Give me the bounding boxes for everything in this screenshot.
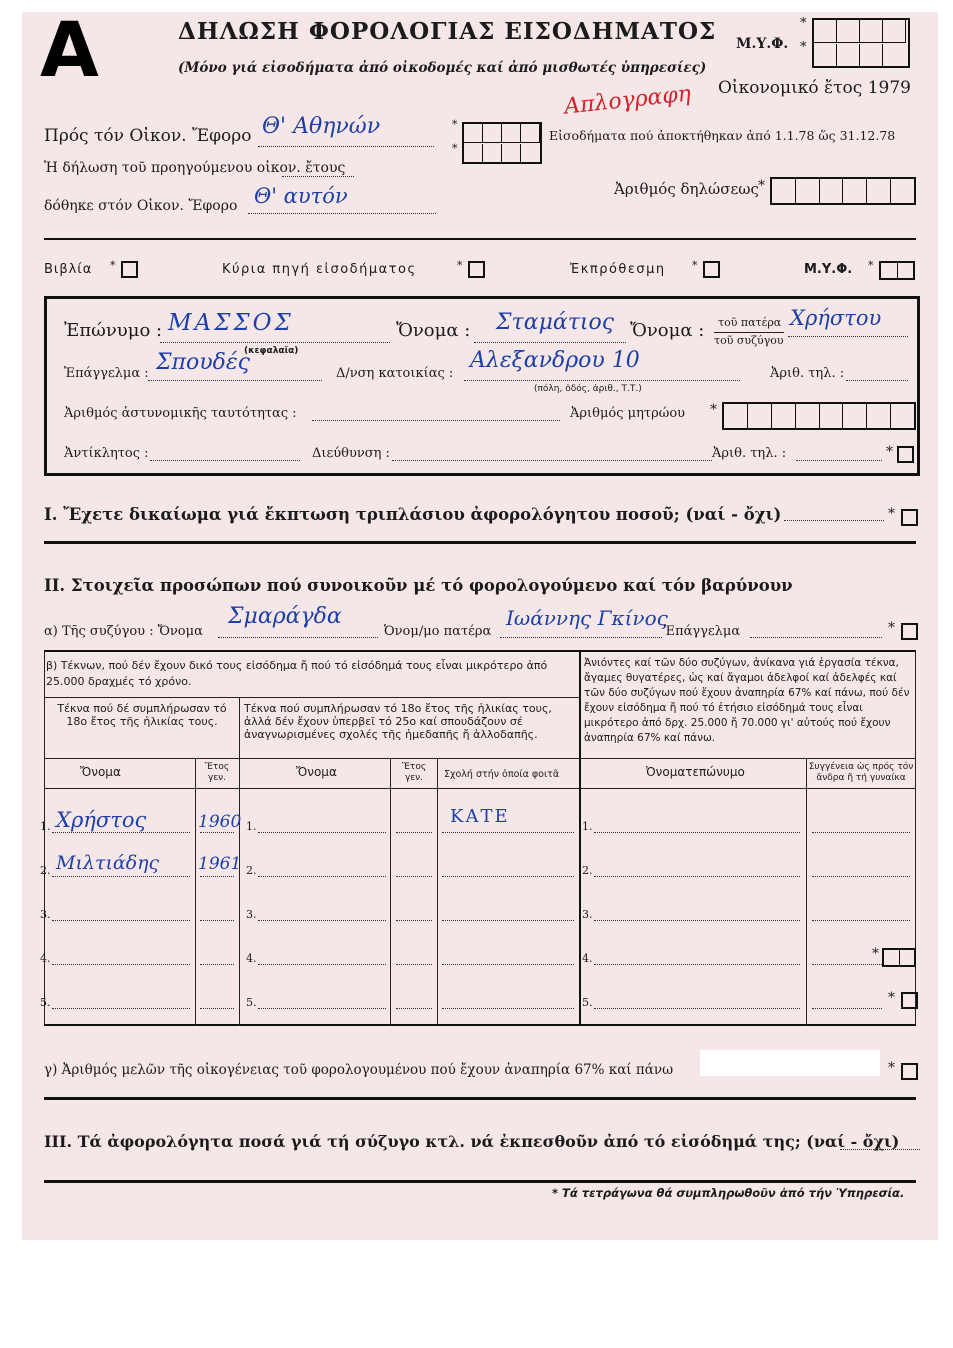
address-label: Δ/νση κατοικίας : bbox=[336, 366, 454, 381]
surname-note: (κεφαλαῖα) bbox=[244, 346, 299, 356]
row-number: 1. bbox=[582, 820, 593, 833]
row-number: 5. bbox=[582, 996, 593, 1009]
row-number: 1. bbox=[40, 820, 51, 833]
fullname-col-header: Ὀνοματεπώνυμο bbox=[646, 765, 745, 779]
child-1-year[interactable]: 1960 bbox=[198, 812, 242, 832]
spouse-name-label: α) Τῆς συζύγου : Ὄνομα bbox=[44, 624, 203, 639]
to-office-label: Πρός τόν Οἰκον. Ἔφορο bbox=[44, 126, 252, 146]
disabled-members-checkbox[interactable] bbox=[901, 1063, 918, 1080]
father-value[interactable]: Χρήστου bbox=[790, 306, 882, 330]
spouse-checkbox[interactable] bbox=[901, 623, 918, 640]
income-period: Εἰσοδήματα πού ἀποκτήθηκαν ἀπό 1.1.78 ὥς 31.12.78 bbox=[549, 128, 896, 143]
copy-stamp: Απλογραφη bbox=[563, 81, 693, 120]
divider bbox=[44, 541, 916, 544]
proxy-phone-label: Ἀριθ. τηλ. : bbox=[712, 446, 787, 461]
row-number: 2. bbox=[582, 864, 593, 877]
star-mark: * bbox=[872, 946, 879, 962]
father-label: τοῦ πατέρα bbox=[718, 316, 782, 329]
profession-label: Ἐπάγγελμα : bbox=[64, 366, 149, 381]
form-title: ΔΗΛΩΣΗ ΦΟΡΟΛΟΓΙΑΣ ΕΙΣΟΔΗΜΑΤΟΣ bbox=[178, 18, 717, 45]
star-mark: * bbox=[868, 259, 874, 272]
myf-flag-label: Μ.Υ.Φ. bbox=[804, 262, 853, 277]
myf-label: Μ.Υ.Φ. bbox=[736, 36, 789, 52]
star-mark: * bbox=[888, 506, 895, 522]
name-col-header: Ὄνομα bbox=[80, 765, 121, 779]
proxy-label: Ἀντίκλητος : bbox=[64, 446, 149, 461]
year-col-text: Ἔτος γεν. bbox=[204, 762, 230, 783]
prev-decl-label-2: δόθηκε στόν Οἰκον. Ἔφορο bbox=[44, 198, 238, 214]
divider bbox=[44, 1097, 916, 1100]
form-subtitle: (Μόνο γιά εἰσοδήματα ἀπό οἰκοδομές καί ἀπό μισθωτές ὑπηρεσίες) bbox=[178, 60, 707, 76]
row-number: 4. bbox=[582, 952, 593, 965]
star-mark: * bbox=[758, 178, 765, 194]
school-1[interactable]: ΚΑΤΕ bbox=[450, 806, 510, 827]
relation-col-text: Συγγένεια ὡς πρός τόν ἄνδρα ἤ τή γυναίκα bbox=[808, 762, 914, 783]
myf-code-boxes bbox=[812, 18, 910, 68]
col-a-header bbox=[48, 702, 236, 728]
name2-label: Ὄνομα : bbox=[630, 320, 705, 341]
to-office-value[interactable]: Θ' Αθηνών bbox=[262, 114, 381, 139]
divider bbox=[44, 1180, 916, 1183]
section-1-question: I. Ἔχετε δικαίωμα γιά ἔκπτωση τριπλάσιου ἀφορολόγητου ποσοῦ; (ναί - ὄχι) bbox=[44, 505, 782, 524]
col-a-header-text: Τέκνα πού δέ συμπλήρωσαν τό 18ο ἔτος τῆς ἡλικίας τους. bbox=[57, 702, 227, 728]
form-letter: A bbox=[40, 5, 99, 94]
row-number: 3. bbox=[246, 908, 257, 921]
star-mark: * bbox=[452, 142, 458, 155]
section-1-checkbox[interactable] bbox=[901, 509, 918, 526]
decl-number-boxes bbox=[770, 177, 916, 205]
spouse-label: τοῦ συζύγου bbox=[714, 334, 784, 347]
star-mark: * bbox=[886, 444, 893, 460]
row-number: 1. bbox=[246, 820, 257, 833]
surname-label: Ἐπώνυμο : bbox=[64, 320, 163, 341]
child-2-year[interactable]: 1961 bbox=[198, 854, 242, 874]
books-label: Βιβλία bbox=[44, 262, 93, 277]
divider bbox=[44, 238, 916, 240]
col-b-header bbox=[244, 702, 576, 741]
phone-label: Ἀριθ. τηλ. : bbox=[770, 366, 845, 381]
spouse-father-value[interactable]: Ιωάννης Γκίνος bbox=[506, 606, 668, 630]
late-label: Ἐκπρόθεσμη bbox=[570, 262, 666, 277]
disabled-members-field[interactable] bbox=[700, 1050, 880, 1076]
disabled-members-label: γ) Ἀριθμός μελῶν τῆς οἰκογένειας τοῦ φορολογουμένου πού ἔχουν ἀναπηρία 67% καί πάνω bbox=[44, 1062, 674, 1078]
proxy-address-label: Διεύθυνση : bbox=[312, 446, 390, 461]
row-number: 4. bbox=[40, 952, 51, 965]
main-income-checkbox[interactable] bbox=[468, 261, 485, 278]
id-label: Ἀριθμός ἀστυνομικῆς ταυτότητας : bbox=[64, 406, 297, 421]
footer-note: * Τά τετράγωνα θά συμπληρωθοῦν ἀπό τήν Ὑπηρεσία. bbox=[552, 1186, 905, 1200]
star-mark: * bbox=[888, 990, 895, 1006]
star-mark: * bbox=[457, 259, 463, 272]
year-col-header-b bbox=[392, 762, 436, 784]
proxy-checkbox[interactable] bbox=[897, 446, 914, 463]
office-code-boxes bbox=[462, 122, 542, 164]
name-col-header-b: Ὄνομα bbox=[296, 765, 337, 779]
main-income-label: Κύρια πηγή εἰσοδήματος bbox=[222, 262, 417, 277]
year-col-header bbox=[197, 762, 237, 784]
registry-number-boxes bbox=[722, 402, 916, 430]
school-col-header: Σχολή στήν ὁποία φοιτᾶ bbox=[444, 769, 560, 780]
prev-decl-label-1: Ἡ δήλωση τοῦ προηγούμενου οἰκον. ἔτους bbox=[44, 160, 346, 176]
relatives-description bbox=[584, 656, 912, 746]
star-mark: * bbox=[692, 259, 698, 272]
star-mark: * bbox=[800, 40, 807, 55]
row-number: 4. bbox=[246, 952, 257, 965]
child-2-name[interactable]: Μιλτιάδης bbox=[56, 852, 160, 874]
row-number: 2. bbox=[40, 864, 51, 877]
row-number: 3. bbox=[40, 908, 51, 921]
col-b-header-text: Τέκνα πού συμπλήρωσαν τό 18ο ἔτος τῆς ἡλικίας τους, ἀλλά δέν ἔχουν ὑπερβεῖ τό 25ο καί σπουδάζουν σέ ἀναγνωρισμένες σχολές τῆς ἡμεδαπῆς ἤ ἀλλοδαπῆς. bbox=[244, 702, 552, 741]
section-2-title: II. Στοιχεῖα προσώπων πού συνοικοῦν μέ τό φορολογούμενο καί τόν βαρύνουν bbox=[44, 576, 793, 595]
children-description bbox=[46, 658, 576, 690]
surname-value[interactable]: ΜΑΣΣΟΣ bbox=[168, 310, 294, 336]
children-text: β) Τέκνων, πού δέν ἔχουν δικό τους εἰσόδημα ἤ πού τό εἰσόδημά τους εἶναι μικρότερο ἀπό 25.000 δραχμές τό χρόνο. bbox=[46, 659, 548, 688]
late-checkbox[interactable] bbox=[703, 261, 720, 278]
fiscal-year: Οἰκονομικό ἔτος 1979 bbox=[718, 78, 911, 98]
star-mark: * bbox=[452, 118, 458, 131]
row-number: 3. bbox=[582, 908, 593, 921]
address-value[interactable]: Αλεξανδρου 10 bbox=[470, 348, 640, 373]
relatives-text: Ἀνιόντες καί τῶν δύο συζύγων, ἀνίκανα γιά ἐργασία τέκνα, ἄγαμες θυγατέρες, ὡς καί ἄγαμοι ἀδελφοί καί ἀδελφές καί τῶν δύο συζύγων πού ἔχουν ἀναπηρία 67% καί πάνω, πού δέν ἔχουν εἰσόδημα ἤ πού τό ἐτήσιο εἰσόδημά τους εἶναι μικρότερο ἀπό δρχ. 25.000 ἤ 70.000 γι' αὐτούς πού ἔχουν ἀναπηρία 67% καί πάνω. bbox=[584, 657, 910, 744]
year-col-text-b: Ἔτος γεν. bbox=[401, 762, 427, 783]
spouse-prof-label: Ἐπάγγελμα bbox=[664, 624, 741, 639]
section-3-question: III. Τά ἀφορολόγητα ποσά γιά τή σύζυγο κτλ. νά ἐκπεσθοῦν ἀπό τό εἰσόδημά της; (ναί - ὄχι) bbox=[44, 1132, 900, 1151]
name-label: Ὄνομα : bbox=[396, 320, 471, 341]
myf-flag-boxes[interactable] bbox=[879, 261, 915, 280]
star-mark: * bbox=[888, 620, 895, 636]
star-mark: * bbox=[888, 1060, 895, 1076]
prev-decl-value[interactable]: Θ' αυτόν bbox=[254, 184, 348, 208]
decl-number-label: Ἀριθμός δηλώσεως bbox=[614, 180, 759, 198]
spouse-father-label: Ὀνομ/μο πατέρα bbox=[384, 624, 492, 639]
row-4-boxes[interactable] bbox=[882, 948, 916, 967]
profession-value[interactable]: Σπουδές bbox=[156, 350, 251, 375]
spouse-name-value[interactable]: Σμαράγδα bbox=[228, 604, 342, 629]
address-note: (πόλη, ὁδός, ἀριθ., Τ.Τ.) bbox=[534, 384, 642, 394]
star-mark: * bbox=[800, 16, 807, 31]
child-1-name[interactable]: Χρήστος bbox=[56, 808, 147, 832]
relation-col-header bbox=[808, 762, 914, 784]
row-number: 2. bbox=[246, 864, 257, 877]
name-value[interactable]: Σταμάτιος bbox=[496, 310, 615, 335]
row-number: 5. bbox=[246, 996, 257, 1009]
registry-label: Ἀριθμός μητρώου bbox=[570, 406, 686, 421]
star-mark: * bbox=[710, 402, 717, 418]
row-number: 5. bbox=[40, 996, 51, 1009]
books-checkbox[interactable] bbox=[121, 261, 138, 278]
star-mark: * bbox=[110, 259, 116, 272]
row-5-checkbox[interactable] bbox=[901, 992, 918, 1009]
